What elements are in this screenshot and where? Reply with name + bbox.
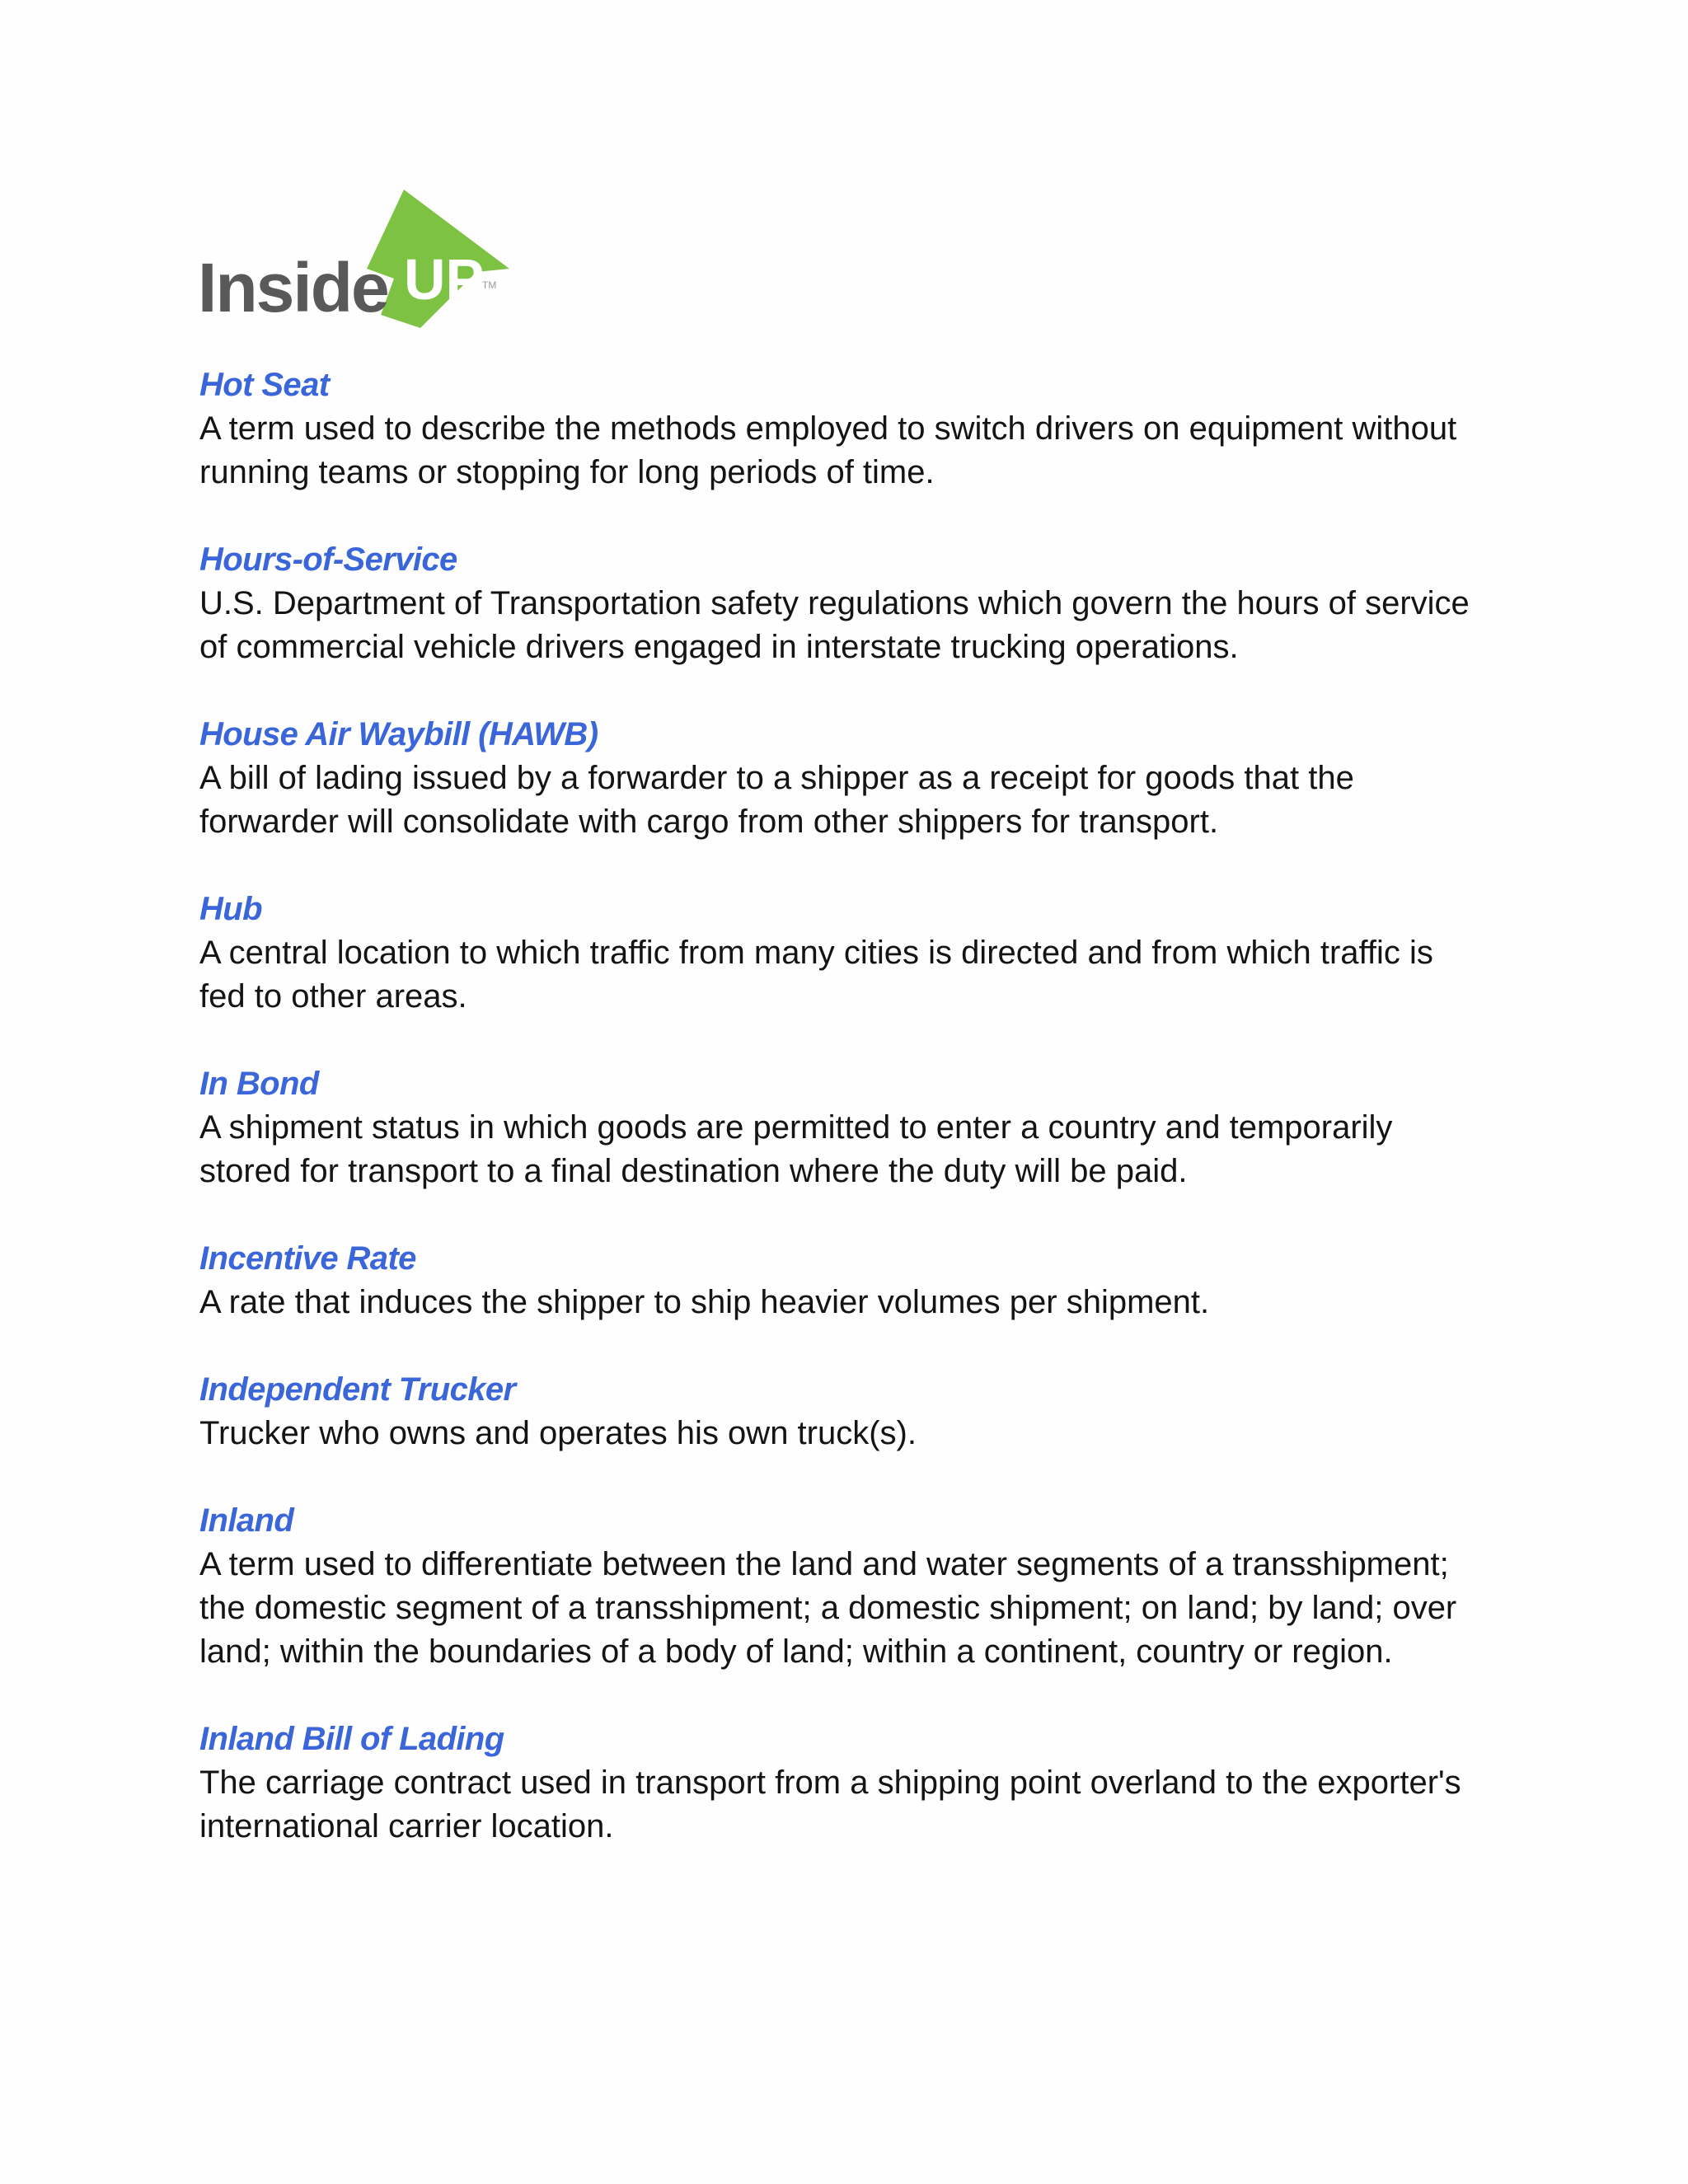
glossary-definition: A central location to which traffic from many cities is directed and from which traffic is fed to other areas. [199,935,1433,1015]
glossary-definition: U.S. Department of Transportation safety regulations which govern the hours of service of commercial vehicle drivers engaged in interstate trucking operations. [199,585,1470,665]
glossary-entry [199,1367,1485,1455]
glossary-definition: A rate that induces the shipper to ship heavier volumes per shipment. [199,1284,1210,1320]
glossary-list [199,363,1485,1891]
insideup-logo-graphic [198,188,511,328]
logo-wordmark: Inside [198,249,388,326]
glossary-definition: A term used to describe the methods employed to switch drivers on equipment without running teams or stopping for long periods of time. [199,410,1457,490]
glossary-term: In Bond [199,1066,319,1102]
glossary-definition: A bill of lading issued by a forwarder to a shipper as a receipt for goods that the forwarder will consolidate with cargo from other shippers for transport. [199,760,1354,840]
glossary-definition: The carriage contract used in transport from a shipping point overland to the exporter's international carrier location. [199,1765,1461,1844]
glossary-entry [199,1498,1485,1674]
glossary-entry [199,363,1485,494]
insideup-logo [198,188,511,328]
glossary-entry [199,537,1485,669]
glossary-term: Inland [199,1502,294,1539]
glossary-definition: Trucker who owns and operates his own truck(s). [199,1415,917,1451]
glossary-definition: A term used to differentiate between the land and water segments of a transshipment; the domestic segment of a transshipment; a domestic shipment; on land; by land; over land; within the boundaries of a body of land; within a continent, country or region. [199,1546,1457,1670]
glossary-entry [199,1717,1485,1849]
glossary-term: House Air Waybill (HAWB) [199,716,598,752]
logo-trademark: TM [482,279,497,291]
glossary-definition: A shipment status in which goods are permitted to enter a country and temporarily stored for transport to a final destination where the duty will be paid. [199,1109,1393,1189]
glossary-entry [199,712,1485,844]
glossary-term: Inland Bill of Lading [199,1721,504,1757]
glossary-term: Hot Seat [199,367,330,403]
glossary-term: Hub [199,891,262,927]
glossary-term: Hours-of-Service [199,541,457,578]
glossary-entry [199,1236,1485,1324]
glossary-term: Independent Trucker [199,1371,516,1408]
glossary-term: Incentive Rate [199,1240,416,1277]
glossary-entry [199,887,1485,1019]
logo-mark-text: UP [404,247,485,312]
glossary-entry [199,1062,1485,1193]
